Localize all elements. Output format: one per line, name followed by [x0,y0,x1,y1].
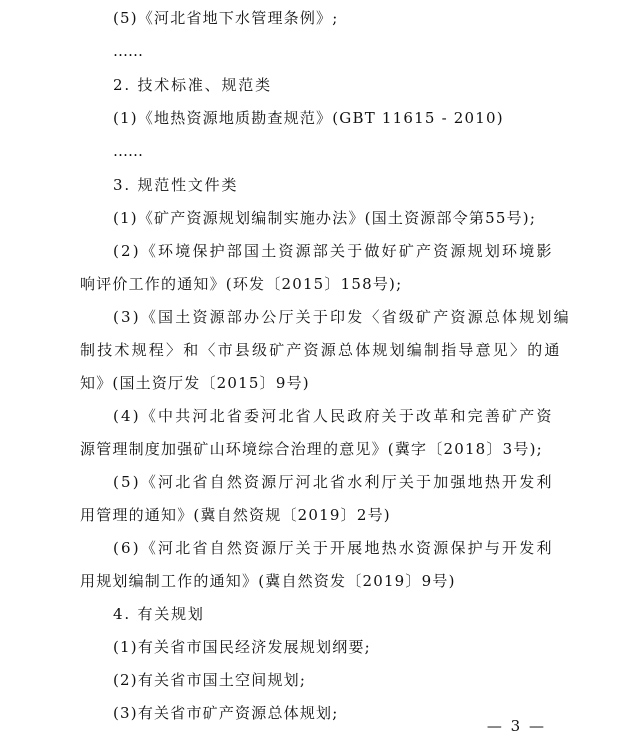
section-heading: 2. 技术标准、规范类 [113,76,272,94]
text-line: (5)《河北省自然资源厅河北省水利厅关于加强地热开发利 [113,473,554,491]
text-line: (3)《国土资源部办公厅关于印发〈省级矿产资源总体规划编 [113,308,571,326]
text-line: (6)《河北省自然资源厅关于开展地热水资源保护与开发利 [113,539,554,557]
text-line: (2)有关省市国土空间规划; [113,671,307,689]
section-heading: 4. 有关规划 [113,605,205,623]
page-number: — 3 — [486,717,546,735]
text-line: (4)《中共河北省委河北省人民政府关于改革和完善矿产资 [113,407,554,425]
section-heading: 3. 规范性文件类 [113,176,239,194]
text-line: 知》(国土资厅发〔2015〕9号) [80,374,310,392]
ellipsis-line: …… [113,142,143,160]
text-line: 制技术规程〉和〈市县级矿产资源总体规划编制指导意见〉的通 [80,341,562,359]
text-line: 源管理制度加强矿山环境综合治理的意见》(冀字〔2018〕3号); [80,440,543,458]
text-line: (2)《环境保护部国土资源部关于做好矿产资源规划环境影 [113,242,554,260]
text-line: (1)《地热资源地质勘查规范》(GBT 11615 - 2010) [113,109,504,127]
text-line: (1)《矿产资源规划编制实施办法》(国土资源部令第55号); [113,209,537,227]
text-line: 用管理的通知》(冀自然资规〔2019〕2号) [80,506,391,524]
text-line: 响评价工作的通知》(环发〔2015〕158号); [80,275,403,293]
ellipsis-line: …… [113,42,143,60]
text-line: (1)有关省市国民经济发展规划纲要; [113,638,371,656]
text-line: (5)《河北省地下水管理条例》; [113,9,339,27]
text-line: (3)有关省市矿产资源总体规划; [113,704,339,722]
text-line: 用规划编制工作的通知》(冀自然资发〔2019〕9号) [80,572,456,590]
